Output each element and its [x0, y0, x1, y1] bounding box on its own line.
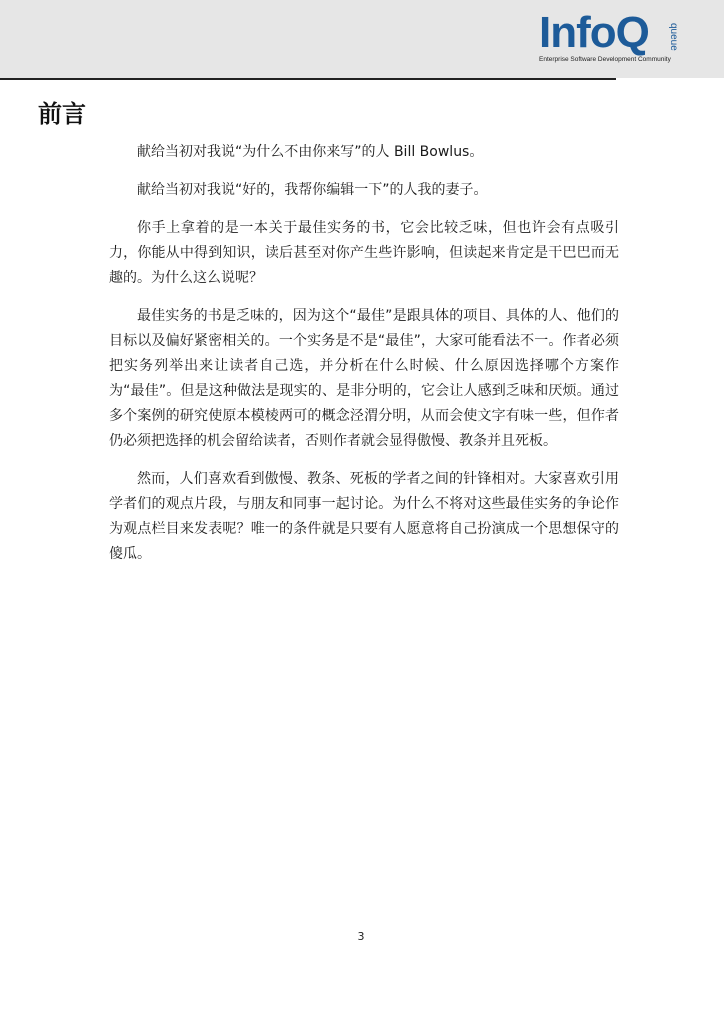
- logo-tagline: Enterprise Software Development Community: [539, 56, 671, 63]
- body-paragraph-2: 最佳实务的书是乏味的，因为这个“最佳”是跟具体的项目、具体的人、他们的目标以及偏好紧密相关的。一个实务是不是“最佳”，大家可能看法不一。作者必须把实务列举出来让读者自己选，并分析在什么时候、什么原因选择哪个方案作为“最佳”。但是这种做法是现实的、是非分明的，它会让人感到乏味和厌烦。通过多个案例的研究使原本模棱两可的概念泾渭分明，从而会使文字有味一些，但作者仍必须把选择的机会留给读者，否则作者就会显得傲慢、教条并且死板。: [109, 308, 619, 449]
- infoq-logo: [537, 9, 697, 69]
- dedication-paragraph-2: 献给当初对我说“好的，我帮你编辑一下”的人我的妻子。: [137, 182, 488, 198]
- body-text: [109, 140, 619, 580]
- body-paragraph-1: 你手上拿着的是一本关于最佳实务的书，它会比较乏味，但也许会有点吸引力，你能从中得到知识，读后甚至对你产生些许影响，但读起来肯定是干巴巴而无趣的。为什么这么说呢？: [109, 220, 619, 286]
- header-divider: [0, 78, 616, 80]
- page-header: [0, 0, 724, 78]
- page-title: 前言: [38, 100, 86, 128]
- page-number: 3: [357, 930, 365, 943]
- logo-wordmark: InfoQ: [539, 8, 649, 57]
- logo-queue-text: queue: [668, 23, 679, 51]
- dedication-paragraph-1: 献给当初对我说“为什么不由你来写”的人 Bill Bowlus。: [137, 144, 484, 160]
- body-paragraph-3: 然而，人们喜欢看到傲慢、教条、死板的学者之间的针锋相对。大家喜欢引用学者们的观点片段，与朋友和同事一起讨论。为什么不将对这些最佳实务的争论作为观点栏目来发表呢？唯一的条件就是只要有人愿意将自己扮演成一个思想保守的傻瓜。: [109, 471, 619, 562]
